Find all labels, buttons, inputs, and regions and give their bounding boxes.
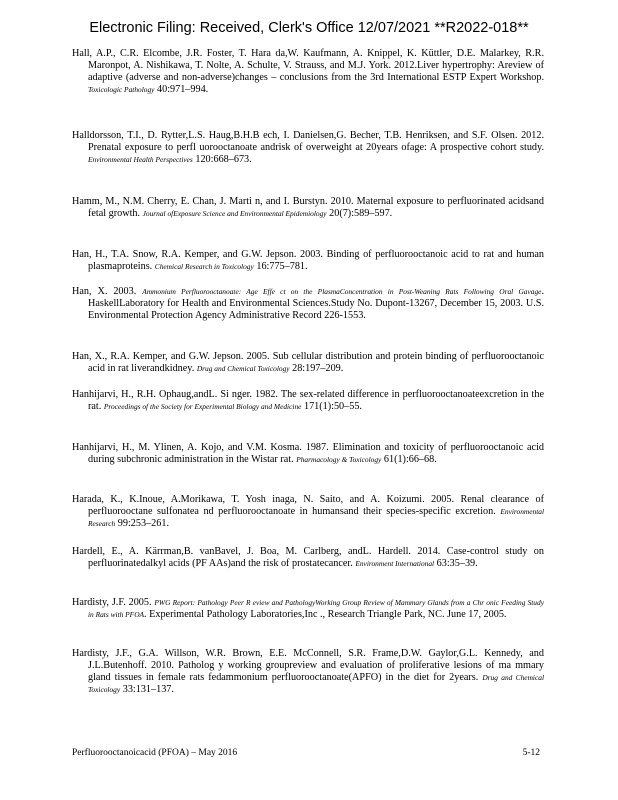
reference-entry: Han, H., T.A. Snow, R.A. Kemper, and G.W. Jepson. 2003. Binding of perfluorooctanoic acid to rat and human plasmaproteins. Chemical Research in Toxicology 16:775–781. (72, 249, 544, 272)
reference-entry: Han, X. 2003. Ammonium Perfluorooctanoate: Age Effe ct on the PlasmaConcentration in Post-Weaning Rats Following Oral Gavage. HaskellLaboratory for Health and Environmental Sciences.Study No. Dupont-13267, December 15, 2003. U.S. Environmental Protection Agency Administrative Record 226-1553. (72, 286, 544, 321)
reference-entry: Hardisty, J.F., G.A. Willson, W.R. Brown, E.E. McConnell, S.R. Frame,D.W. Gaylor,G.L. Kennedy, and J.L.Butenhoff. 2010. Patholog y working groupreview and evaluation of proliferative lesions of ma mmary gland tissues in female rats fedammonium perfluorooctanoate(APFO) in the diet for 2years. Drug and Chemical Toxicology 33:131–137. (72, 648, 544, 695)
reference-entry: Halldorsson, T.I., D. Rytter,L.S. Haug,B.H.B ech, I. Danielsen,G. Becher, T.B. Henriksen, and S.F. Olsen. 2012. Prenatal exposure to perfl uorooctanoate andrisk of overweight at 20years ofage: A prospective cohort study. Environmental Health Perspectives 120:668–673. (72, 130, 544, 165)
reference-entry: Hardisty, J.F. 2005. PWG Report: Pathology Peer R eview and PathologyWorking Group Review of Mammary Glands from a Chr onic Feeding Study in Rats with PFOA. Experimental Pathology Laboratories,Inc ., Research Triangle Park, NC. June 17, 2005. (72, 597, 544, 620)
reference-entry: Hanhijarvi, H., R.H. Ophaug,andL. Si nger. 1982. The sex-related difference in perfluorooctanoateexcretion in the rat. Proceedings of the Society for Experimental Biology and Medicine 171(1):50–55. (72, 389, 544, 412)
reference-entry: Han, X., R.A. Kemper, and G.W. Jepson. 2005. Sub cellular distribution and protein binding of perfluorooctanoic acid in rat liverandkidney. Drug and Chemical Toxicology 28:197–209. (72, 351, 544, 374)
page-number: 5-12 (522, 748, 540, 758)
reference-entry: Hanhijarvi, H., M. Ylinen, A. Kojo, and V.M. Kosma. 1987. Elimination and toxicity of perfluorooctanoic acid during subchronic administration in the Wistar rat. Pharmacology & Toxicology 61(1):66–68. (72, 442, 544, 465)
reference-entry: Hardell, E., A. Kärrman,B. vanBavel, J. Boa, M. Carlberg, andL. Hardell. 2014. Case-control study on perfluorinatedalkyl acids (PF AAs)and the risk of prostatecancer. Environment International 63:35–39. (72, 546, 544, 569)
filing-header: Electronic Filing: Received, Clerk's Office 12/07/2021 **R2022-018** (89, 20, 529, 36)
reference-entry: Harada, K., K.Inoue, A.Morikawa, T. Yosh inaga, N. Saito, and A. Koizumi. 2005. Renal clearance of perfluorooctane sulfonatea nd perfluorooctanoate in humansand their species-specific excretion. Environmental Research 99:253–261. (72, 494, 545, 529)
reference-entry: Hall, A.P., C.R. Elcombe, J.R. Foster, T. Hara da,W. Kaufmann, A. Knippel, K. Küttler, D.E. Malarkey, R.R. Maronpot, A. Nishikawa, T. Nolte, A. Schulte, V. Strauss, and M.J. York. 2012.Liver hypertrophy: Areview of adaptive (adverse and non-adverse)changes – conclusions from the 3rd International ESTP Expert Workshop. Toxicologic Pathology 40:971–994. (72, 48, 544, 95)
reference-entry: Hamm, M., N.M. Cherry, E. Chan, J. Marti n, and I. Burstyn. 2010. Maternal exposure to perfluorinated acidsand fetal growth. Journal ofExposure Science and Environmental Epidemiology 20(7):589–597. (72, 196, 544, 219)
footer-document-title: Perfluorooctanoicacid (PFOA) – May 2016 (72, 748, 238, 758)
